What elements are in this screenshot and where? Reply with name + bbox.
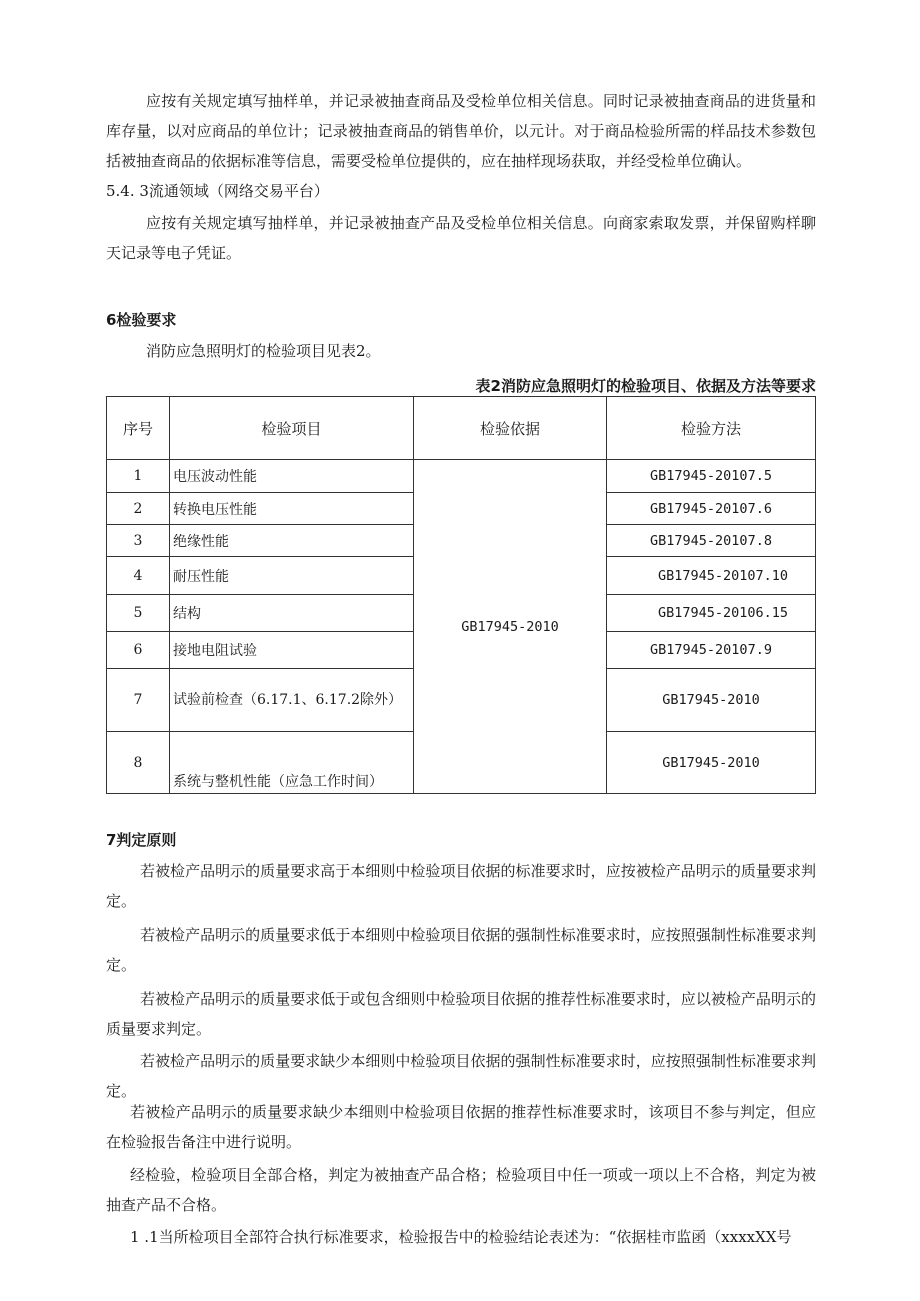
row-method: GB17945-2010 — [607, 669, 816, 732]
row-basis: GB17945-2010 — [414, 460, 607, 794]
inspection-table — [106, 396, 816, 794]
row-item: 试验前检查（6.17.1、6.17.2除外） — [170, 669, 414, 732]
judgement-paragraph-3: 若被检产品明示的质量要求低于或包含细则中检验项目依据的推荐性标准要求时，应以被检产品明示的质量要求判定。 — [106, 990, 816, 1038]
row-item: 转换电压性能 — [170, 493, 414, 525]
judgement-paragraph-5: 若被检产品明示的质量要求缺少本细则中检验项目依据的推荐性标准要求时，该项目不参与判定，但应在检验报告备注中进行说明。 — [106, 1103, 816, 1151]
row-number: 1 — [107, 460, 170, 493]
row-method: GB17945-20107.10 — [607, 557, 816, 595]
table-row — [107, 460, 816, 493]
judgement-paragraph-2: 若被检产品明示的质量要求低于本细则中检验项目依据的强制性标准要求时，应按照强制性标准要求判定。 — [106, 926, 816, 974]
row-number: 7 — [107, 669, 170, 732]
row-number: 3 — [107, 525, 170, 557]
row-method: GB17945-20107.5 — [607, 460, 816, 493]
row-method: GB17945-20107.9 — [607, 632, 816, 669]
row-number: 4 — [107, 557, 170, 595]
row-number: 2 — [107, 493, 170, 525]
table-header-row — [107, 397, 816, 460]
row-method: GB17945-20106.15 — [607, 595, 816, 632]
row-item: 绝缘性能 — [170, 525, 414, 557]
header-number: 序号 — [107, 397, 170, 460]
table-caption: 表2消防应急照明灯的检验项目、依据及方法等要求 — [475, 377, 816, 395]
judgement-paragraph-1: 若被检产品明示的质量要求高于本细则中检验项目依据的标准要求时，应按被检产品明示的质量要求判定。 — [106, 862, 816, 910]
row-item: 电压波动性能 — [170, 460, 414, 493]
row-number: 5 — [107, 595, 170, 632]
section5-paragraph-1: 应按有关规定填写抽样单，并记录被抽查商品及受检单位相关信息。同时记录被抽查商品的进货量和库存量，以对应商品的单位计；记录被抽查商品的销售单价，以元计。对于商品检验所需的样品技术参数包括被抽查商品的依据标准等信息，需要受检单位提供的，应在抽样现场获取，并经受检单位确认。 — [106, 92, 816, 170]
row-item: 结构 — [170, 595, 414, 632]
row-item: 耐压性能 — [170, 557, 414, 595]
row-item: 系统与整机性能（应急工作时间） — [170, 732, 414, 794]
row-item: 接地电阻试验 — [170, 632, 414, 669]
row-number: 6 — [107, 632, 170, 669]
judgement-paragraph-6: 经检验，检验项目全部合格，判定为被抽查产品合格；检验项目中任一项或一项以上不合格，判定为被抽查产品不合格。 — [106, 1166, 816, 1214]
header-basis: 检验依据 — [414, 397, 607, 460]
header-item: 检验项目 — [170, 397, 414, 460]
section5-subheading: 5.4. 3流通领域（网络交易平台） — [106, 182, 329, 200]
section6-intro: 消防应急照明灯的检验项目见表2。 — [146, 342, 381, 360]
row-number: 8 — [107, 732, 170, 794]
section5-paragraph-2: 应按有关规定填写抽样单，并记录被抽查产品及受检单位相关信息。向商家索取发票，并保留购样聊天记录等电子凭证。 — [106, 214, 816, 262]
judgement-paragraph-7: 1 .1当所检项目全部符合执行标准要求，检验报告中的检验结论表述为：“依据桂市监函（xxxxXX号 — [130, 1228, 792, 1246]
row-method: GB17945-2010 — [607, 732, 816, 794]
judgement-paragraph-4: 若被检产品明示的质量要求缺少本细则中检验项目依据的强制性标准要求时，应按照强制性标准要求判定。 — [106, 1052, 816, 1100]
row-method: GB17945-20107.8 — [607, 525, 816, 557]
section6-heading: 6检验要求 — [106, 311, 177, 329]
row-method: GB17945-20107.6 — [607, 493, 816, 525]
section7-heading: 7判定原则 — [106, 831, 177, 849]
header-method: 检验方法 — [607, 397, 816, 460]
